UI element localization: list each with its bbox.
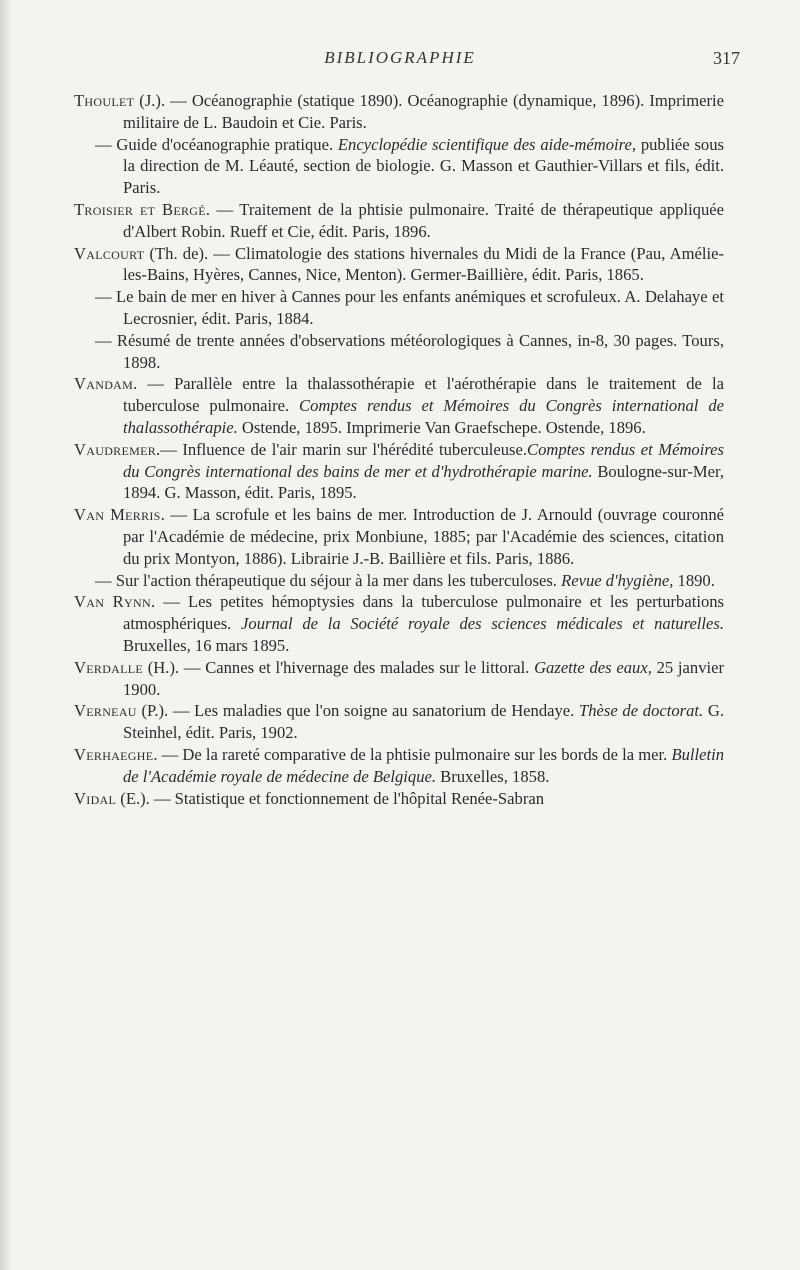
- entry-text: . — Les petites hémoptysies dans la tuberculose pulmonaire et les perturbations atmosphériques.: [123, 592, 724, 634]
- entry-title: Thèse de doctorat.: [579, 701, 704, 721]
- entry-text-end: Bruxelles, 1858.: [436, 766, 550, 786]
- bibliography-subentry: [74, 330, 724, 374]
- entry-author: Verneau: [74, 701, 137, 721]
- entry-text-end: Boulogne-sur-Mer, 1894. G. Masson, édit. Paris, 1895.: [123, 461, 724, 503]
- entry-title: Gazette des eaux,: [534, 657, 652, 677]
- entry-author: Thoulet: [74, 91, 135, 110]
- entry-text: Guide d'océanographie pratique.: [111, 134, 338, 154]
- entry-text-end: Bruxelles, 16 mars 1895.: [123, 635, 290, 655]
- entry-text: Sur l'action thérapeutique du séjour à la mer dans les tuberculoses.: [111, 570, 562, 590]
- entry-text: . — Traitement de la phtisie pulmonaire. Traité de thérapeutique appliquée d'Albert Robin. Rueff et Cie, édit. Paris, 1896.: [123, 199, 725, 241]
- entry-author: Verdalle: [74, 657, 144, 677]
- entry-author: Van Rynn: [74, 592, 151, 612]
- bibliography-entry: [74, 439, 724, 504]
- entry-text-end: publiée sous la direction de M. Léauté, section de biologie. G. Masson et Gauthier-Villars et fils, édit. Paris.: [123, 134, 724, 198]
- entry-text-end: 25 janvier 1900.: [123, 657, 724, 699]
- page-gutter-shadow: [0, 0, 10, 1270]
- entry-title: Comptes rendus et Mémoires du Congrès international de thalassothérapie.: [123, 396, 724, 437]
- bibliography-entry: [74, 591, 724, 656]
- entry-author: Van Merris: [74, 505, 161, 525]
- bibliography-entry: [74, 788, 724, 810]
- entry-text-end: G. Steinhel, édit. Paris, 1902.: [123, 701, 724, 743]
- bibliography-list: [74, 90, 724, 809]
- entry-text: (Th. de). — Climatologie des stations hivernales du Midi de la France (Pau, Amélie-les-Bains, Hyères, Cannes, Nice, Menton). Germer-Baillière, édit. Paris, 1865.: [123, 243, 724, 285]
- entry-text: (H.). — Cannes et l'hivernage des malades sur le littoral.: [143, 657, 535, 677]
- entry-text: . — Parallèle entre la thalassothérapie et l'aérothérapie dans le traitement de la tuberculose pulmonaire.: [123, 374, 724, 416]
- entry-text: (P.). — Les maladies que l'on soigne au sanatorium de Hendaye.: [136, 701, 580, 721]
- entry-text: Le bain de mer en hiver à Cannes pour les enfants anémiques et scrofuleux. A. Delahaye et Lecrosnier, édit. Paris, 1884.: [111, 287, 724, 328]
- bibliography-entry: [74, 199, 724, 243]
- entry-text: Résumé de trente années d'observations météorologiques à Cannes, in-8, 30 pages. Tours, 1898.: [111, 330, 724, 372]
- entry-title: Revue d'hygiène,: [561, 570, 674, 590]
- entry-title: Journal de la Société royale des sciences médicales et naturelles.: [241, 614, 725, 634]
- ditto-dash: —: [95, 330, 112, 350]
- bibliography-entry: [74, 504, 724, 569]
- entry-text-end: Ostende, 1895. Imprimerie Van Graefschepe. Ostende, 1896.: [237, 417, 646, 437]
- bibliography-entry: [74, 744, 724, 788]
- entry-author: Vandam: [74, 374, 134, 394]
- entry-title: Encyclopédie scientifique des aide-mémoire,: [337, 134, 637, 154]
- ditto-dash: —: [95, 287, 112, 307]
- entry-text: .— Influence de l'air marin sur l'hérédité tuberculeuse.: [156, 439, 528, 459]
- page-header: [60, 48, 740, 78]
- bibliography-entry: [74, 243, 724, 287]
- entry-author: Troisier et Bergé: [74, 199, 206, 219]
- bibliography-entry: [74, 657, 724, 701]
- bibliography-entry: [74, 373, 724, 438]
- bibliography-subentry: [74, 286, 724, 330]
- entry-text: (E.). — Statistique et fonctionnement de l'hôpital Renée-Sabran: [116, 788, 545, 808]
- bibliography-entry: [74, 90, 724, 134]
- entry-text: . — La scrofule et les bains de mer. Introduction de J. Arnould (ouvrage couronné par l'Académie de médecine, prix Monbiune, 1885; par l'Académie des sciences, citation du prix Montyon, 1886). Librairie J.-B. Baillière et fils. Paris, 1886.: [123, 505, 725, 568]
- bibliography-subentry: [74, 134, 724, 199]
- entry-author: Vidal: [74, 788, 117, 808]
- entry-text: . — De la rareté comparative de la phtisie pulmonaire sur les bords de la mer.: [153, 744, 672, 764]
- entry-title: Bulletin de l'Académie royale de médecine de Belgique.: [123, 744, 724, 786]
- bibliography-subentry: [74, 570, 724, 592]
- entry-author: Verhaeghe: [74, 744, 154, 764]
- running-title: BIBLIOGRAPHIE: [324, 48, 476, 67]
- ditto-dash: —: [95, 134, 112, 154]
- bibliography-entry: [74, 700, 724, 744]
- entry-author: Vaudremer: [74, 439, 157, 459]
- entry-author: Valcourt: [74, 243, 145, 263]
- entry-text: (J.). — Océanographie (statique 1890). Océanographie (dynamique, 1896). Imprimerie militaire de L. Baudoin et Cie. Paris.: [123, 91, 724, 132]
- page-number: 317: [713, 48, 740, 68]
- entry-title: Comptes rendus et Mémoires du Congrès international des bains de mer et d'hydrothérapie marine.: [123, 439, 724, 481]
- entry-text-end: 1890.: [673, 570, 715, 590]
- ditto-dash: —: [95, 570, 112, 590]
